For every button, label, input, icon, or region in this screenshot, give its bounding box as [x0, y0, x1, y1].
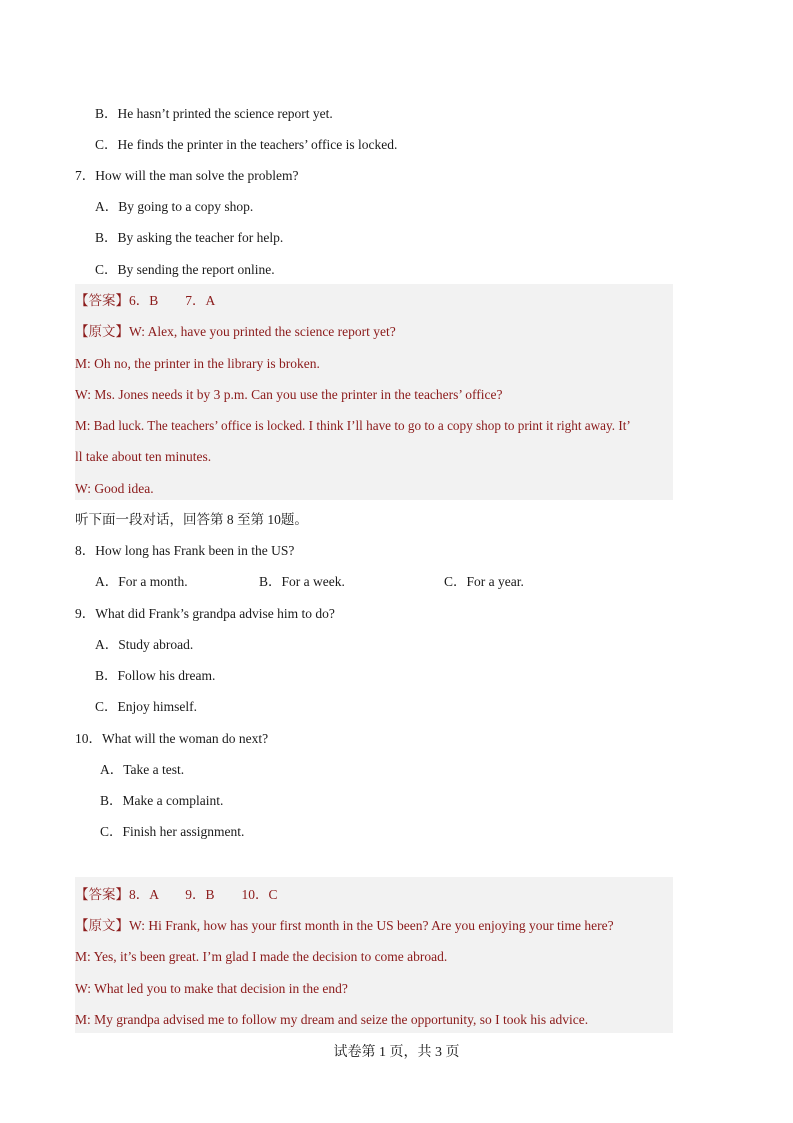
q7-question: 7．How will the man solve the problem?	[75, 168, 299, 183]
transcript-1-line-1	[75, 323, 396, 341]
q8-option-b: B．For a week.	[259, 574, 345, 589]
q9-option-a: A．Study abroad.	[95, 637, 194, 652]
transcript-1-line-5: W: Good idea.	[75, 481, 154, 496]
q10-option-a: A．Take a test.	[100, 762, 185, 777]
transcript-1-line-4a: M: Bad luck. The teachers’ office is locked. I think I’ll have to go to a copy shop to print it right away. It’	[75, 418, 631, 433]
q9-question: 9．What did Frank’s grandpa advise him to do?	[75, 606, 335, 621]
q9-option-c: C．Enjoy himself.	[95, 699, 197, 714]
q10-option-c: C．Finish her assignment.	[100, 824, 245, 839]
transcript-1-line-3: W: Ms. Jones needs it by 3 p.m. Can you use the printer in the teachers’ office?	[75, 387, 503, 402]
q8-option-a: A．For a month.	[95, 574, 188, 589]
transcript-1-line-2: M: Oh no, the printer in the library is broken.	[75, 356, 320, 371]
transcript-1-line-4b: ll take about ten minutes.	[75, 449, 212, 464]
transcript-2-tag: 【原文】	[75, 918, 129, 933]
q7-option-c: C．By sending the report online.	[95, 262, 275, 277]
answer-2-tag: 【答案】	[75, 887, 129, 902]
transcript-2-line-4: M: My grandpa advised me to follow my dream and seize the opportunity, so I took his advice.	[75, 1012, 589, 1027]
q10-question: 10．What will the woman do next?	[75, 731, 269, 746]
answer-1-tag: 【答案】	[75, 293, 129, 308]
q9-option-b: B．Follow his dream.	[95, 668, 216, 683]
transcript-1-text-1: W: Alex, have you printed the science report yet?	[129, 324, 396, 339]
q6-option-b: B．He hasn’t printed the science report yet.	[95, 106, 333, 121]
q6-option-c: C．He finds the printer in the teachers’ office is locked.	[95, 137, 398, 152]
transcript-2-line-1	[75, 917, 614, 935]
q10-option-b: B．Make a complaint.	[100, 793, 224, 808]
transcript-1-tag: 【原文】	[75, 324, 129, 339]
q8-option-c: C．For a year.	[444, 574, 524, 589]
answer-1	[75, 292, 215, 310]
page-footer: 试卷第 1 页，共 3 页	[333, 1045, 460, 1060]
answer-2	[75, 886, 278, 904]
section-intro: 听下面一段对话，回答第 8 至第 10题。	[75, 512, 308, 527]
q7-option-b: B．By asking the teacher for help.	[95, 230, 284, 245]
transcript-2-text-1: W: Hi Frank, how has your first month in the US been? Are you enjoying your time here?	[129, 918, 614, 933]
q7-option-a: A．By going to a copy shop.	[95, 199, 254, 214]
transcript-2-line-3: W: What led you to make that decision in the end?	[75, 981, 348, 996]
answer-2-text: 8．A 9．B 10．C	[129, 887, 278, 902]
transcript-2-line-2: M: Yes, it’s been great. I’m glad I made the decision to come abroad.	[75, 949, 448, 964]
q8-question: 8．How long has Frank been in the US?	[75, 543, 295, 558]
answer-1-text: 6．B 7．A	[129, 293, 216, 308]
